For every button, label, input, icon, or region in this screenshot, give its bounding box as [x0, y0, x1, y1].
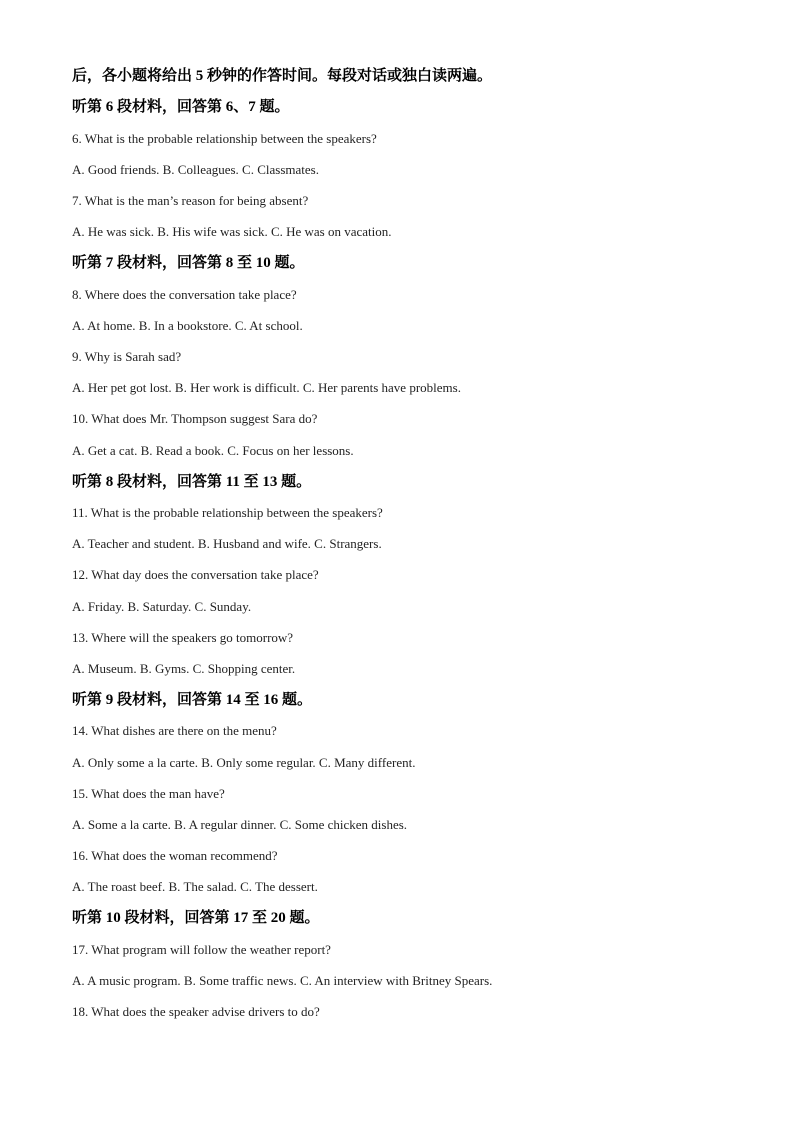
options-13: A. Museum. B. Gyms. C. Shopping center.	[72, 661, 296, 676]
options-15: A. Some a la carte. B. A regular dinner. C. Some chicken dishes.	[72, 817, 408, 832]
section-heading-7: 听第 7 段材料，回答第 8 至 10 题。	[72, 255, 305, 271]
question-15: 15. What does the man have?	[72, 786, 225, 801]
question-12: 12. What day does the conversation take place?	[72, 567, 319, 582]
question-18: 18. What does the speaker advise drivers to do?	[72, 1004, 320, 1019]
question-14: 14. What dishes are there on the menu?	[72, 723, 277, 738]
options-14: A. Only some a la carte. B. Only some regular. C. Many different.	[72, 755, 416, 770]
options-9: A. Her pet got lost. B. Her work is difficult. C. Her parents have problems.	[72, 380, 461, 395]
question-8: 8. Where does the conversation take place?	[72, 287, 297, 302]
options-10: A. Get a cat. B. Read a book. C. Focus on her lessons.	[72, 443, 354, 458]
section-heading-8: 听第 8 段材料，回答第 11 至 13 题。	[72, 474, 312, 490]
question-17: 17. What program will follow the weather report?	[72, 942, 331, 957]
question-9: 9. Why is Sarah sad?	[72, 349, 182, 364]
section-heading-9: 听第 9 段材料，回答第 14 至 16 题。	[72, 692, 313, 708]
intro-text: 后，各小题将给出 5 秒钟的作答时间。每段对话或独白读两遍。	[72, 68, 493, 84]
options-11: A. Teacher and student. B. Husband and wife. C. Strangers.	[72, 536, 382, 551]
options-16: A. The roast beef. B. The salad. C. The dessert.	[72, 879, 318, 894]
question-11: 11. What is the probable relationship between the speakers?	[72, 505, 383, 520]
section-heading-6: 听第 6 段材料，回答第 6、7 题。	[72, 99, 290, 115]
question-6: 6. What is the probable relationship between the speakers?	[72, 131, 377, 146]
options-8: A. At home. B. In a bookstore. C. At school.	[72, 318, 303, 333]
question-7: 7. What is the man’s reason for being absent?	[72, 193, 309, 208]
options-12: A. Friday. B. Saturday. C. Sunday.	[72, 599, 252, 614]
question-16: 16. What does the woman recommend?	[72, 848, 278, 863]
options-6: A. Good friends. B. Colleagues. C. Classmates.	[72, 162, 319, 177]
question-10: 10. What does Mr. Thompson suggest Sara do?	[72, 411, 318, 426]
section-heading-10: 听第 10 段材料，回答第 17 至 20 题。	[72, 910, 320, 926]
options-7: A. He was sick. B. His wife was sick. C. He was on vacation.	[72, 224, 392, 239]
options-17: A. A music program. B. Some traffic news. C. An interview with Britney Spears.	[72, 973, 493, 988]
question-13: 13. Where will the speakers go tomorrow?	[72, 630, 294, 645]
